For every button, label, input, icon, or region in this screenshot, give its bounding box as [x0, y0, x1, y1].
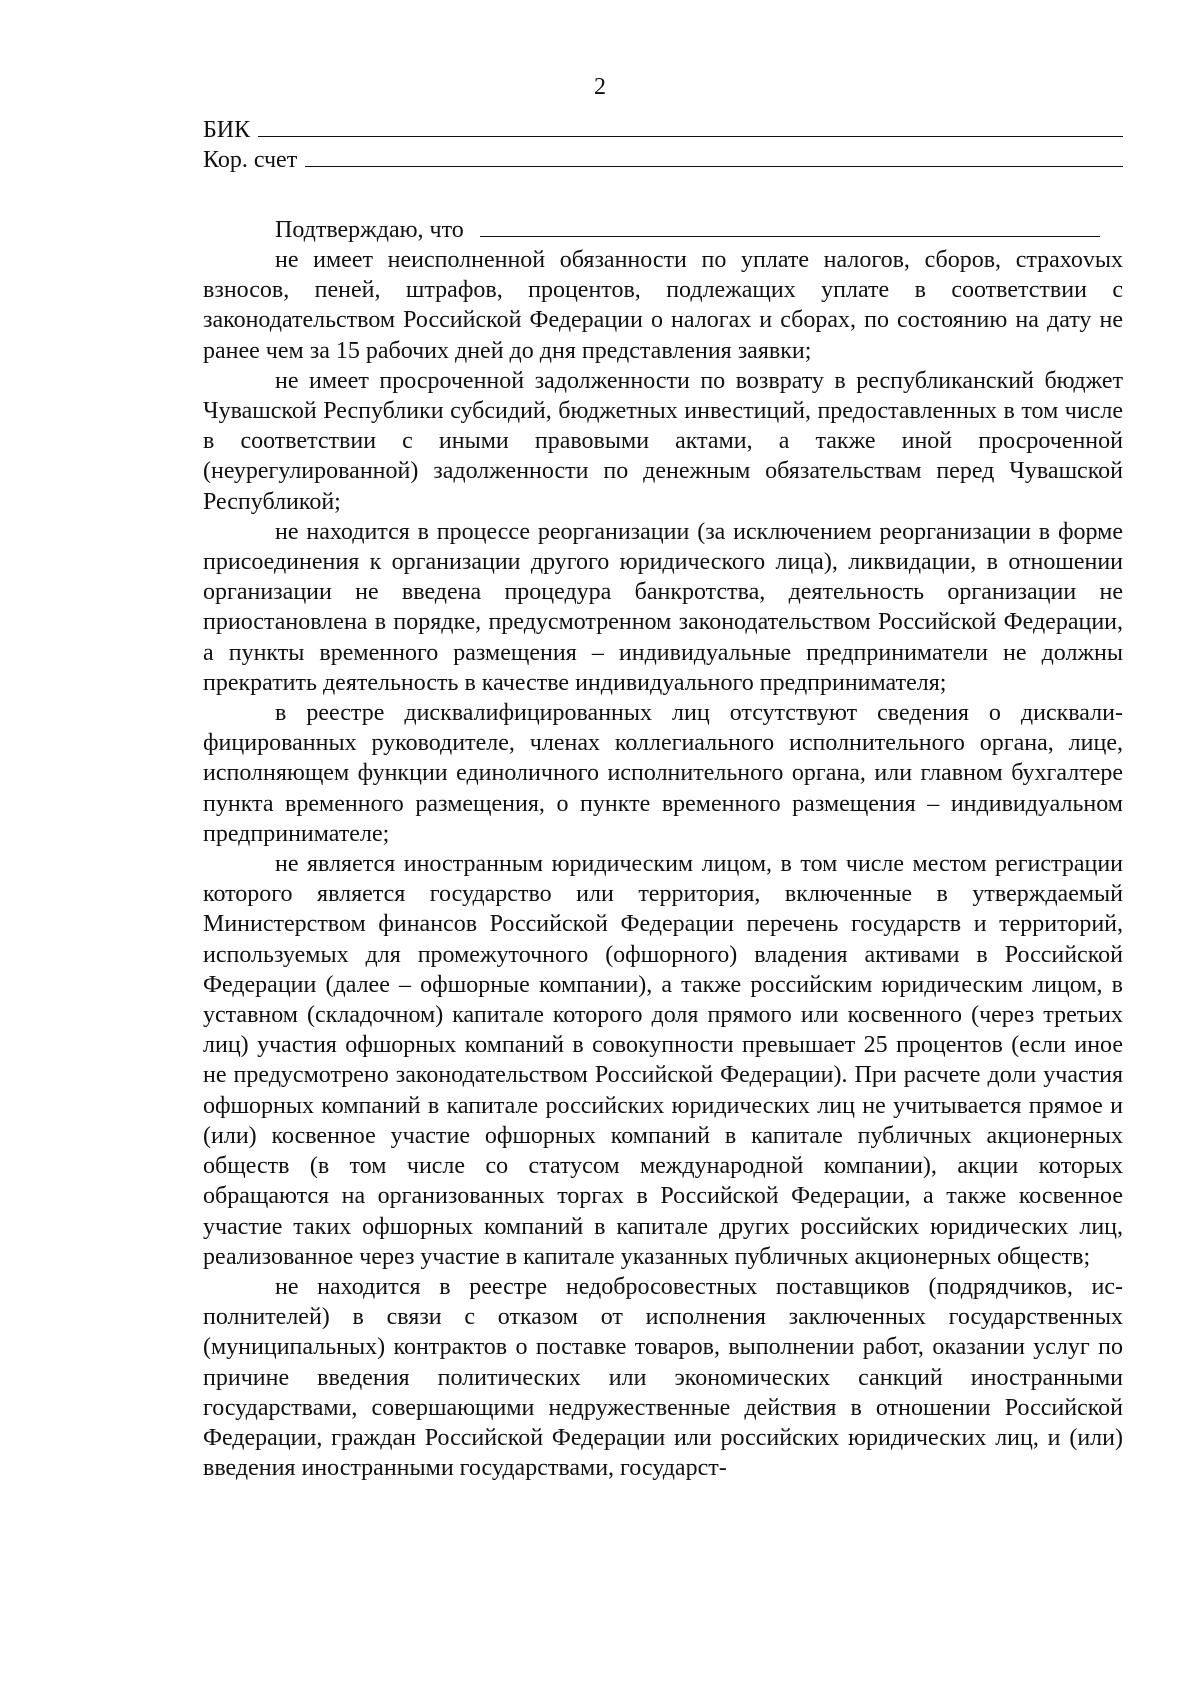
kor-account-blank-line	[305, 146, 1123, 167]
paragraph-reorganization: не находится в процессе реорганизации (за исключением реорганизации в форме присоединения к организации другого юридического лица), ликвидации, в отношении организации не введена процедура банкротства, деятельность организации не приостановлена в порядке, предусмотренном законодательством Российской Федерации, а пункты временного размещения – индивидуальные предприниматели не должны прекратить деятельность в качестве индивидуального предпринимателя;	[203, 518, 1123, 696]
section-spacer	[203, 175, 1123, 215]
kor-account-field-row	[203, 145, 1123, 175]
paragraph-unfair-suppliers: не находится в реестре недобросовестных поставщиков (подрядчиков, исполнителей) в связи с отказом от исполнения заключенных государственных (муниципальных) контрактов о поставке товаров, выполнении работ, оказании услуг по причине введения политических или экономических санкций иностранными государствами, совершающими недружественные действия в отношении Российской Федерации, граждан Российской Федерации или российских юридических лиц, и (или) введения иностранными государствами, государст-	[203, 1273, 1123, 1482]
bik-blank-line	[258, 116, 1123, 137]
paragraph-disqualified-persons: в реестре дисквалифицированных лиц отсутствуют сведения о дисквалифицированных руководителе, членах коллегиального исполнительного органа, лице, исполняющем функции единоличного исполнительного органа, или главном бухгалтере пункта временного размещения, о пункте временного размещения – индивидуальном предпринимателе;	[203, 700, 1123, 847]
bik-label: БИК	[203, 117, 251, 143]
paragraph-overdue-debt: не имеет просроченной задолженности по возврату в республиканский бюджет Чувашской Республики субсидий, бюджетных инвестиций, предоставленных в том числе в соответствии с иными правовыми актами, а также иной просроченной (неурегулированной) задолженности по денежным обязательствам перед Чувашской Республикой;	[203, 367, 1123, 515]
document-body	[203, 115, 1123, 1483]
confirm-label: Подтверждаю, что	[275, 217, 464, 243]
paragraph-tax-obligations: не имеет неисполненной обязанности по уплате налогов, сборов, страхоvых взносов, пеней, штрафов, процентов, подлежащих уплате в соответствии с законодательством Российской Федерации о налогах и сборах, по состоянию на дату не ранее чем за 15 рабочих дней до дня представления заявки;	[203, 247, 1123, 364]
kor-account-label: Кор. счет	[203, 147, 298, 173]
confirm-field-row	[203, 215, 1123, 245]
bik-field-row	[203, 115, 1123, 145]
confirm-blank-line	[480, 216, 1100, 237]
page-number: 2	[594, 74, 606, 100]
paragraph-foreign-entity: не является иностранным юридическим лицом, в том числе местом регистрации которого является государство или территория, включенные в утверждаемый Министерством финансов Российской Федерации перечень государств и территорий, используемых для промежуточного (офшорного) владения активами в Российской Федерации (далее – офшорные компании), а также российским юридическим лицом, в уставном (складочном) капитале которого доля прямого или косвенного (через третьих лиц) участия офшорных компаний в совокупности превышает 25 процентов (если иное не предусмотрено законодательством Российской Федерации). При расчете доли участия офшорных компаний в капитале российских юридических лиц не учитывается прямое и (или) косвенное участие офшорных компаний в капитале публичных акционерных обществ (в том числе со статусом международной компании), акции которых обращаются на организованных торгах в Российской Федерации, а также косвенное участие таких офшорных компаний в капитале других российских юридических лиц, реализованное через участие в капитале указанных публичных акционерных обществ;	[203, 851, 1123, 1270]
